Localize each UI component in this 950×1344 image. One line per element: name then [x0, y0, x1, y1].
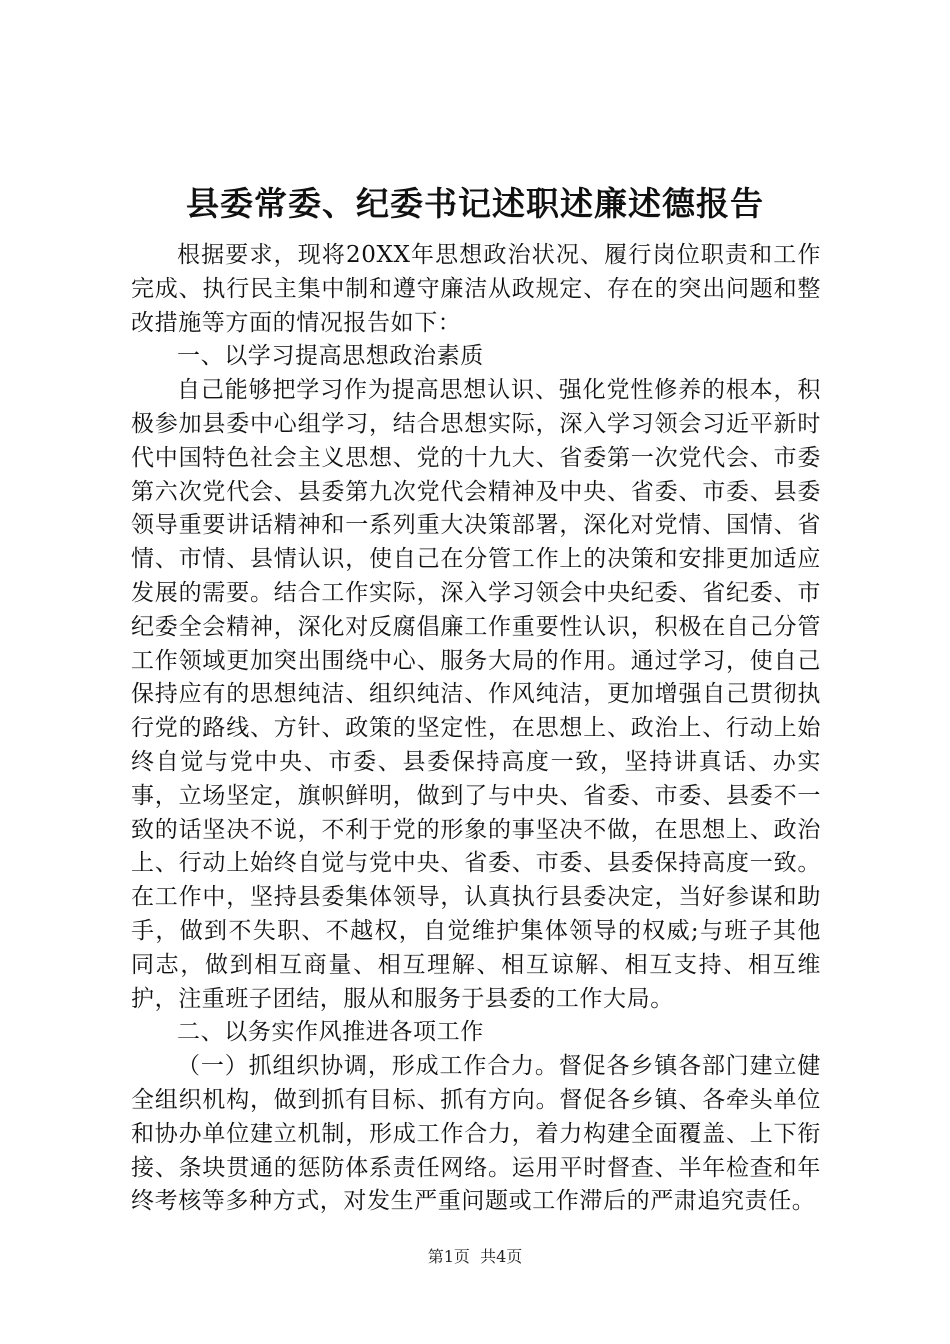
- section-2-paragraph: （一）抓组织协调，形成工作合力。督促各乡镇各部门建立健全组织机构，做到抓有目标、抓有方向。督促各乡镇、各牵头单位和协办单位建立机制，形成工作合力，着力构建全面覆盖、上下衔接、条块贯通的惩防体系责任网络。运用平时督查、半年检查和年终考核等多种方式，对发生严重问题或工作滞后的严肃追究责任。: [131, 1053, 821, 1215]
- section-1-paragraph: 自己能够把学习作为提高思想认识、强化党性修养的根本，积极参加县委中心组学习，结合思想实际，深入学习领会习近平新时代中国特色社会主义思想、党的十九大、省委第一次党代会、市委第六次党代会、县委第九次党代会精神及中央、省委、市委、县委领导重要讲话精神和一系列重大决策部署，深化对党情、国情、省情、市情、县情认识，使自己在分管工作上的决策和安排更加适应发展的需要。结合工作实际，深入学习领会中央纪委、省纪委、市纪委全会精神，深化对反腐倡廉工作重要性认识，积极在自己分管工作领域更加突出围绕中心、服务大局的作用。通过学习，使自己保持应有的思想纯洁、组织纯洁、作风纯洁，更加增强自己贯彻执行党的路线、方针、政策的坚定性，在思想上、政治上、行动上始终自觉与党中央、市委、县委保持高度一致，坚持讲真话、办实事，立场坚定，旗帜鲜明，做到了与中央、省委、市委、县委不一致的话坚决不说，不利于党的形象的事坚决不做，在思想上、政治上、行动上始终自觉与党中央、省委、市委、县委保持高度一致。在工作中，坚持县委集体领导，认真执行县委决定，当好参谋和助手，做到不失职、不越权，自觉维护集体领导的权威;与班子其他同志，做到相互商量、相互理解、相互谅解、相互支持、相互维护，注重班子团结，服从和服务于县委的工作大局。: [131, 377, 821, 1012]
- intro-paragraph: 根据要求，现将20XX年思想政治状况、履行岗位职责和工作完成、执行民主集中制和遵守廉洁从政规定、存在的突出问题和整改措施等方面的情况报告如下：: [131, 242, 821, 336]
- section-heading-2: 二、以务实作风推进各项工作: [177, 1019, 484, 1046]
- page-total: 共4页: [480, 1247, 523, 1266]
- page-footer: [0, 1247, 950, 1267]
- document-body: [131, 239, 821, 1219]
- document-title: 县委常委、纪委书记述职述廉述德报告: [186, 184, 764, 223]
- section-heading-1: 一、以学习提高思想政治素质: [177, 343, 484, 370]
- page-number: 第1页: [427, 1247, 470, 1266]
